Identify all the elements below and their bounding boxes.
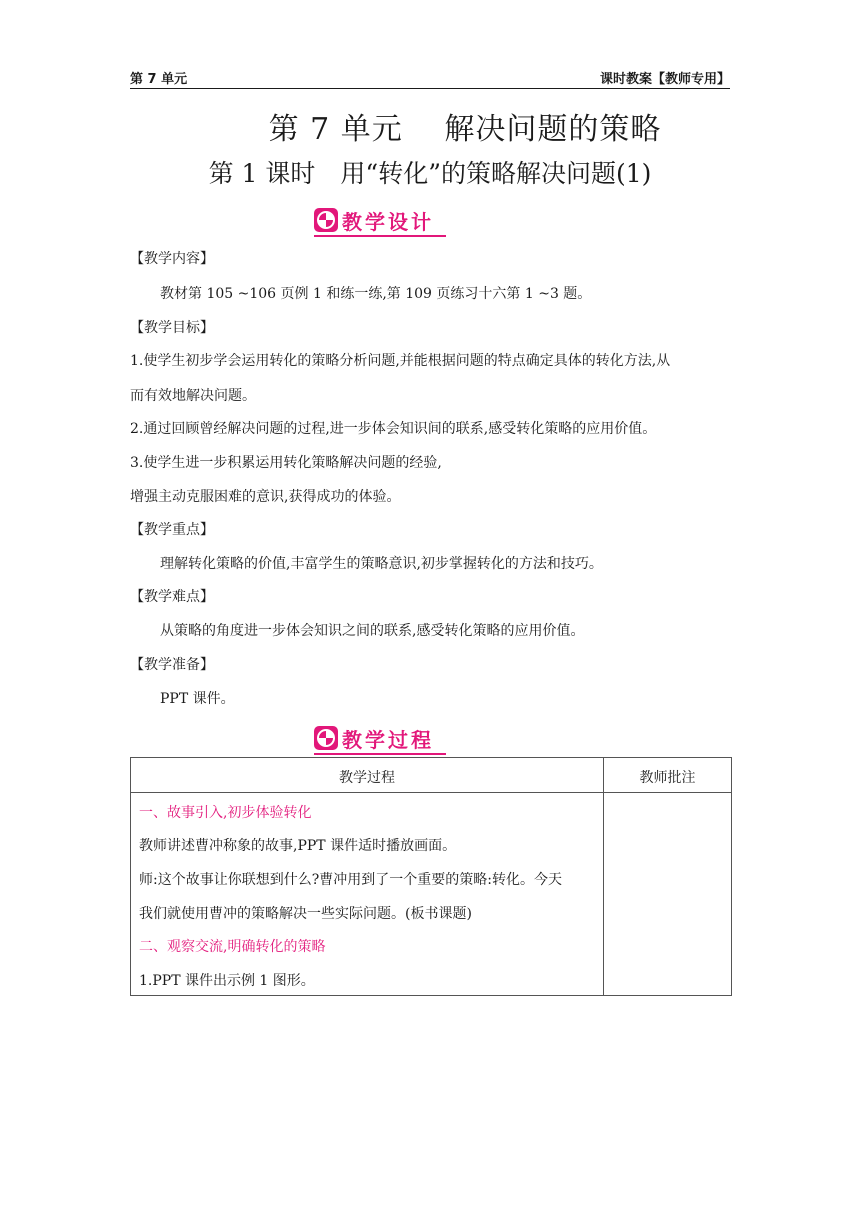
banner-teaching-design [314,205,434,235]
table-header-rule [131,792,731,793]
goal1-line1: 1.使学生初步学会运用转化的策略分析问题,并能根据问题的特点确定具体的转化方法,从 [130,353,671,369]
swirl-logo-icon [314,208,338,232]
table-row: 师:这个故事让你联想到什么?曹冲用到了一个重要的策略:转化。今天 [139,872,562,888]
table-row: 一、故事引入,初步体验转化 [139,805,312,821]
table-divider [603,758,604,995]
prep-heading: 【教学准备】 [130,657,214,673]
goal3-line2: 增强主动克服困难的意识,获得成功的体验。 [130,489,401,505]
banner-underline [314,753,446,755]
table-row: 二、观察交流,明确转化的策略 [139,939,326,955]
header-label: 课时教案【教师专用】 [599,72,730,87]
process-table [130,757,732,996]
table-header-notes: 教师批注 [639,770,696,786]
table-row: 教师讲述曹冲称象的故事,PPT 课件适时播放画面。 [139,838,457,854]
lesson-title: 第 1 课时 用“转化”的策略解决问题(1) [208,159,652,188]
banner-design-label: 教学设计 [342,209,434,234]
content-text: 教材第 105 ~106 页例 1 和练一练,第 109 页练习十六第 1 ~3 题。 [160,286,592,302]
difficult-heading: 【教学难点】 [130,589,214,605]
header-unit: 第 7 单元 [130,72,188,87]
banner-process-label: 教学过程 [342,727,434,752]
content-heading: 【教学内容】 [130,251,214,267]
key-text: 理解转化策略的价值,丰富学生的策略意识,初步掌握转化的方法和技巧。 [160,556,603,572]
banner-teaching-process [314,723,434,753]
swirl-logo-icon [314,726,338,750]
table-row: 1.PPT 课件出示例 1 图形。 [139,973,315,989]
banner-underline [314,235,446,237]
key-heading: 【教学重点】 [130,522,214,538]
goal3-line1: 3.使学生进一步积累运用转化策略解决问题的经验, [130,455,442,471]
goal2: 2.通过回顾曾经解决问题的过程,进一步体会知识间的联系,感受转化策略的应用价值。 [130,421,657,437]
goal1-line2: 而有效地解决问题。 [130,388,256,404]
difficult-text: 从策略的角度进一步体会知识之间的联系,感受转化策略的应用价值。 [160,623,585,639]
unit-title: 第 7 单元 解决问题的策略 [268,112,662,147]
prep-text: PPT 课件。 [160,691,235,707]
table-row: 我们就使用曹冲的策略解决一些实际问题。(板书课题) [139,906,472,922]
goals-heading: 【教学目标】 [130,320,214,336]
running-header [130,64,730,89]
table-header-process: 教学过程 [339,770,395,786]
